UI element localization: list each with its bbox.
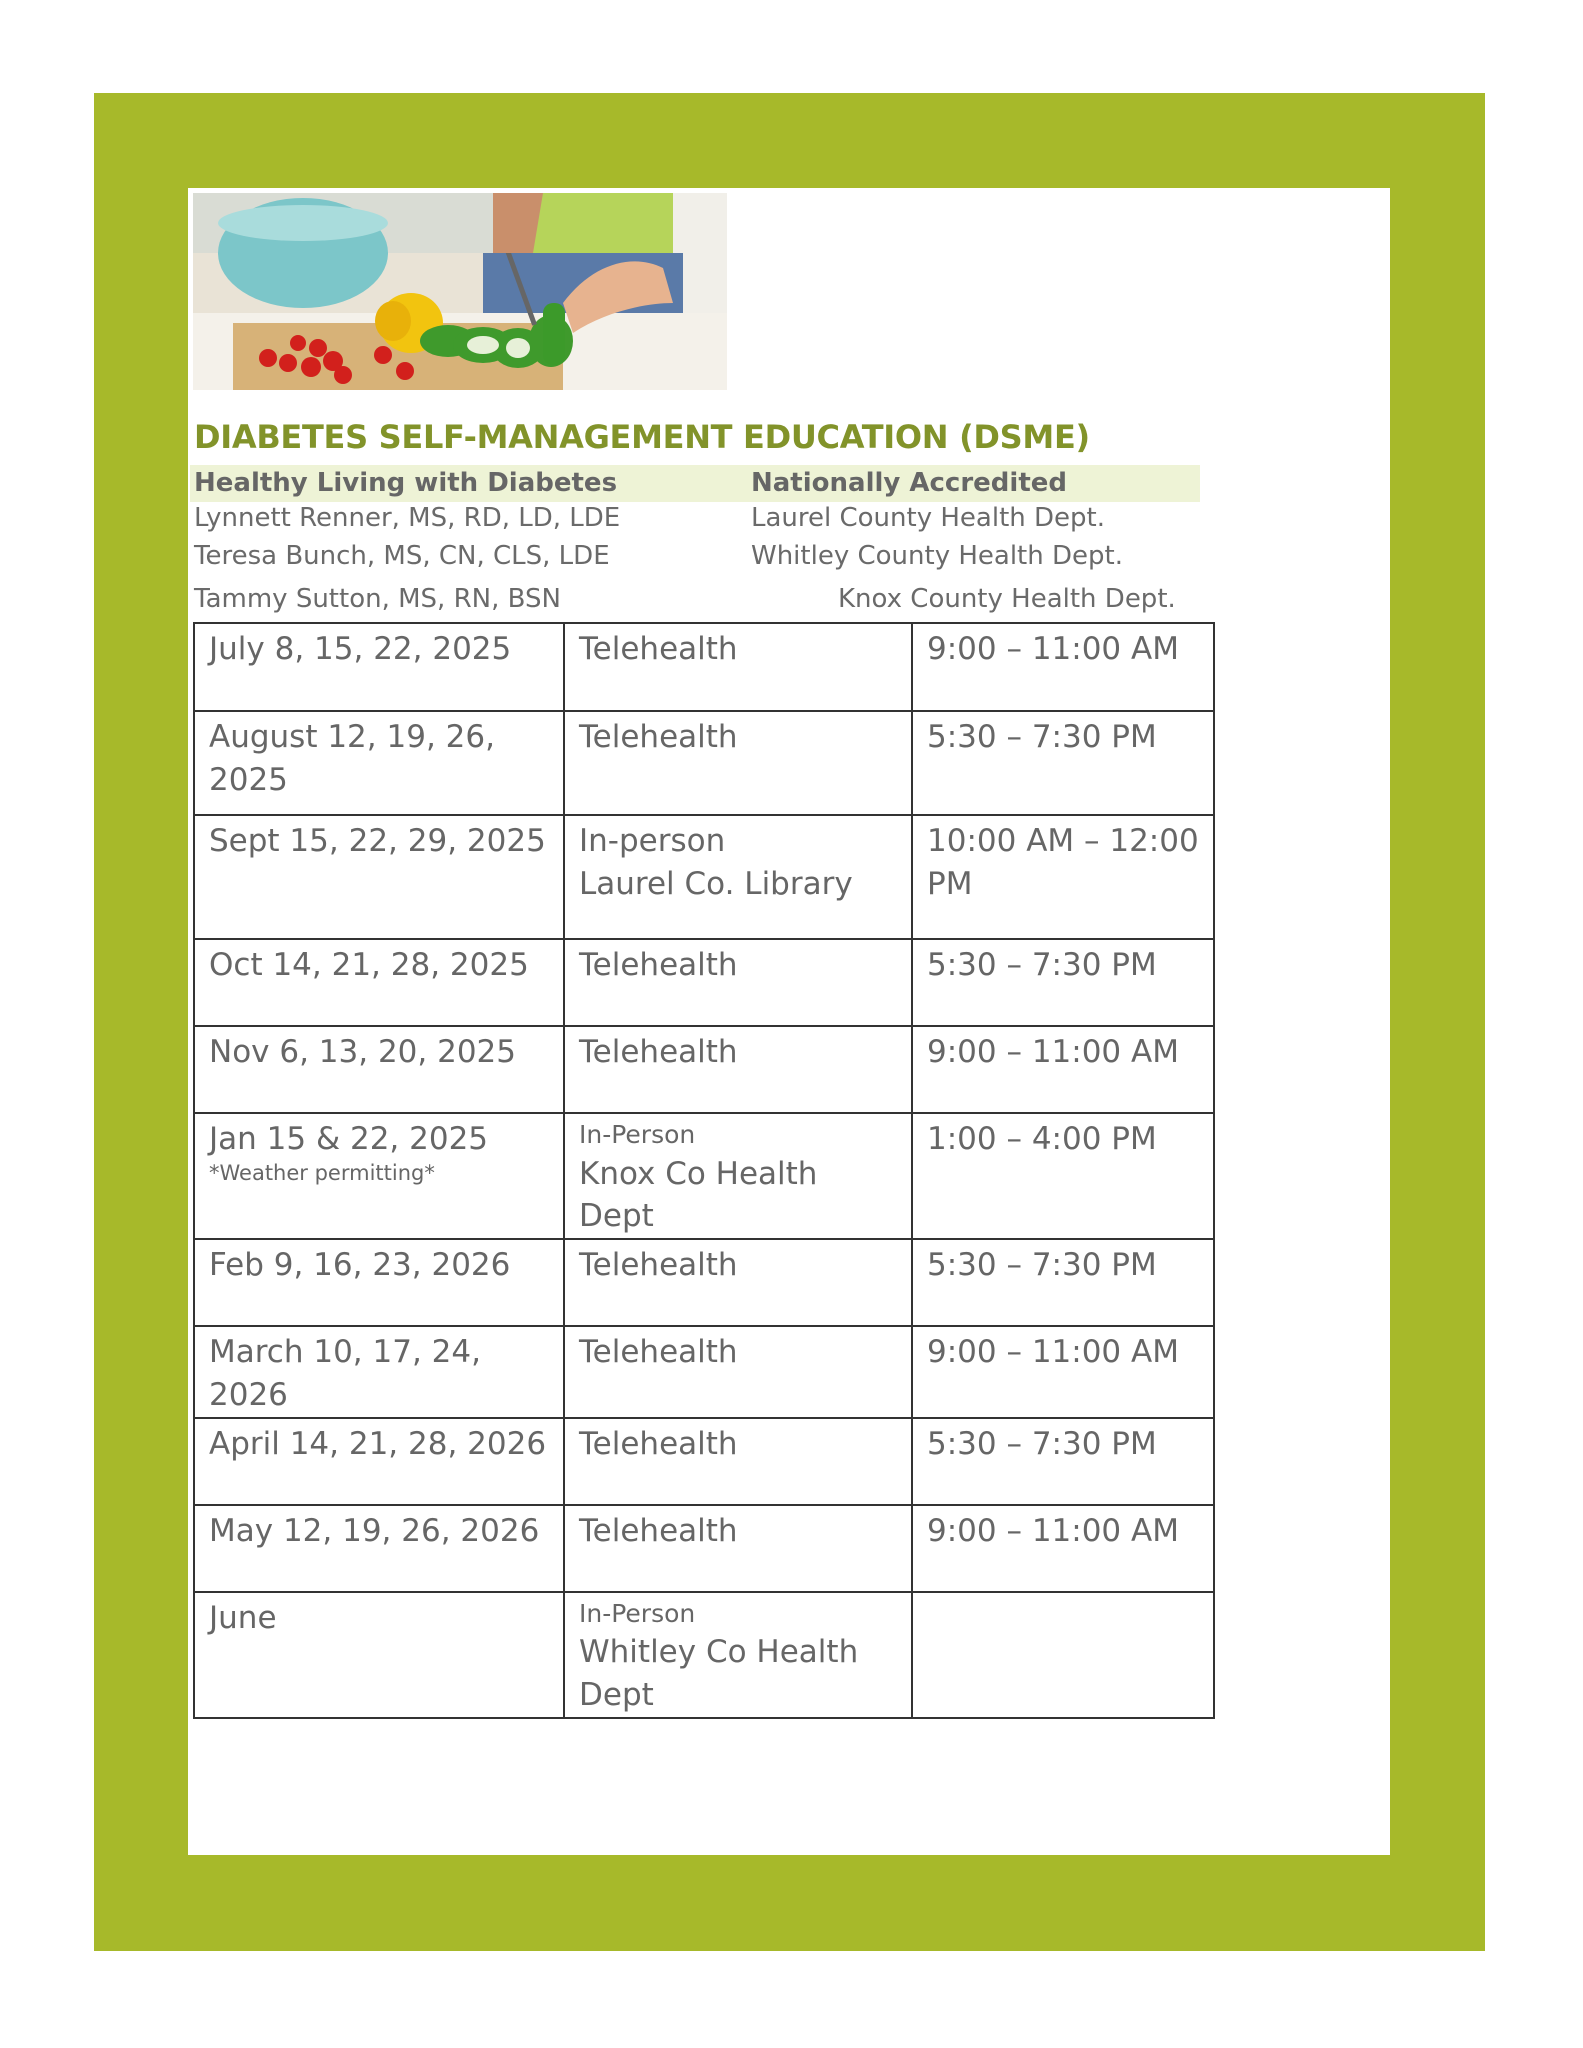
session-format: Telehealth <box>564 1026 912 1113</box>
session-format: Telehealth <box>564 1326 912 1418</box>
staff-name-2: Teresa Bunch, MS, CN, CLS, LDE <box>194 541 610 571</box>
session-format-cell <box>564 1113 912 1239</box>
session-time: 5:30 – 7:30 PM <box>912 711 1214 815</box>
table-row <box>194 711 1214 815</box>
table-row <box>194 623 1214 711</box>
session-date: March 10, 17, 24, 2026 <box>194 1326 564 1418</box>
staff-location-1: Laurel County Health Dept. <box>751 503 1105 533</box>
session-date: August 12, 19, 26, 2025 <box>194 711 564 815</box>
session-date: Oct 14, 21, 28, 2025 <box>194 939 564 1026</box>
table-row <box>194 815 1214 939</box>
session-format-cell <box>564 815 912 939</box>
table-row <box>194 1026 1214 1113</box>
session-format: Telehealth <box>564 1239 912 1326</box>
session-date: Nov 6, 13, 20, 2025 <box>194 1026 564 1113</box>
session-time: 10:00 AM – 12:00 PM <box>912 815 1214 939</box>
page-title: DIABETES SELF-MANAGEMENT EDUCATION (DSME) <box>194 418 1090 456</box>
table-row <box>194 1113 1214 1239</box>
session-time: 5:30 – 7:30 PM <box>912 1239 1214 1326</box>
session-time: 9:00 – 11:00 AM <box>912 1026 1214 1113</box>
staff-name-1: Lynnett Renner, MS, RD, LD, LDE <box>194 503 621 533</box>
table-row <box>194 1326 1214 1418</box>
staff-name-3: Tammy Sutton, MS, RN, BSN <box>194 584 561 614</box>
session-time: 9:00 – 11:00 AM <box>912 1505 1214 1592</box>
session-format: Telehealth <box>564 711 912 815</box>
table-row <box>194 1505 1214 1592</box>
session-date: Feb 9, 16, 23, 2026 <box>194 1239 564 1326</box>
session-date: Jan 15 & 22, 2025 <box>209 1121 489 1157</box>
table-row <box>194 1418 1214 1505</box>
weather-note: *Weather permitting* <box>209 1160 435 1185</box>
table-row <box>194 939 1214 1026</box>
accreditation-label: Nationally Accredited <box>751 468 1067 498</box>
session-time: 5:30 – 7:30 PM <box>912 939 1214 1026</box>
table-row <box>194 1239 1214 1326</box>
session-format: In-Person <box>579 1598 696 1628</box>
session-location: Whitley Co Health Dept <box>579 1634 859 1713</box>
session-format: In-Person <box>579 1120 696 1149</box>
session-time: 9:00 – 11:00 AM <box>912 1326 1214 1418</box>
session-location: Knox Co Health Dept <box>579 1155 818 1235</box>
session-time: 5:30 – 7:30 PM <box>912 1418 1214 1505</box>
program-name: Healthy Living with Diabetes <box>194 468 618 498</box>
session-format: In-person <box>579 823 726 859</box>
session-date-cell <box>194 1113 564 1239</box>
staff-location-3: Knox County Health Dept. <box>838 584 1176 614</box>
session-location: Laurel Co. Library <box>579 865 853 902</box>
staff-location-2: Whitley County Health Dept. <box>751 541 1123 571</box>
session-format: Telehealth <box>564 623 912 711</box>
session-date: June <box>194 1592 564 1718</box>
vegetable-cutting-photo <box>193 193 727 390</box>
session-time: 9:00 – 11:00 AM <box>912 623 1214 711</box>
table-row <box>194 1592 1214 1718</box>
session-time <box>912 1592 1214 1718</box>
session-date: April 14, 21, 28, 2026 <box>194 1418 564 1505</box>
session-format: Telehealth <box>564 1505 912 1592</box>
session-date: July 8, 15, 22, 2025 <box>194 623 564 711</box>
session-format: Telehealth <box>564 939 912 1026</box>
session-date: Sept 15, 22, 29, 2025 <box>194 815 564 939</box>
session-format: Telehealth <box>564 1418 912 1505</box>
session-date: May 12, 19, 26, 2026 <box>194 1505 564 1592</box>
session-time: 1:00 – 4:00 PM <box>912 1113 1214 1239</box>
schedule-table <box>193 622 1215 1719</box>
session-format-cell <box>564 1592 912 1718</box>
